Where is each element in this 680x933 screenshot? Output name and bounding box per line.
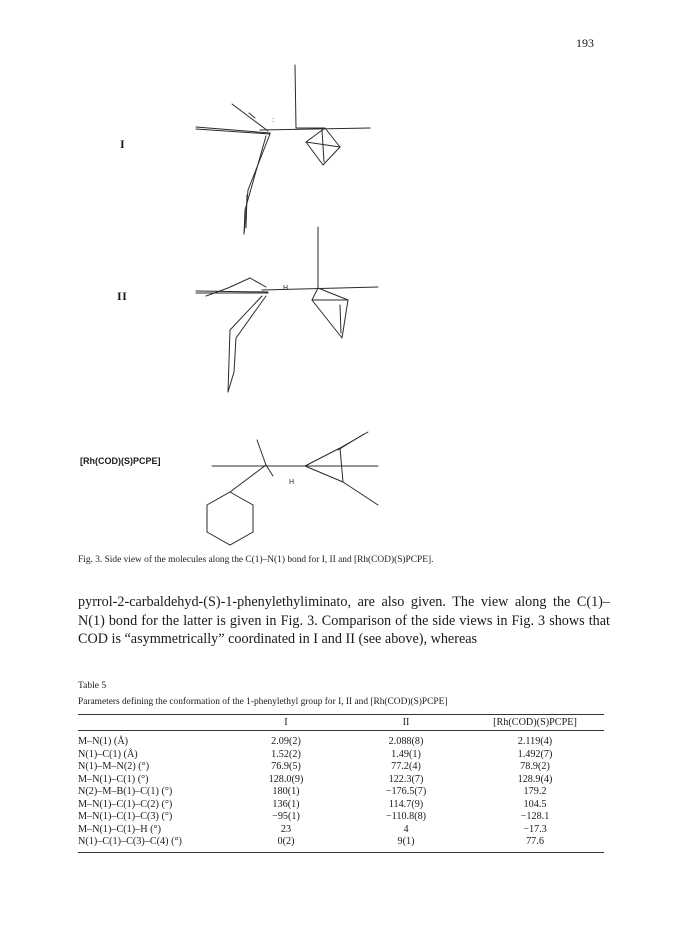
table-cell: 1.492(7) [517, 748, 553, 760]
table-title: Table 5 [78, 681, 107, 691]
table-row [78, 731, 604, 749]
table-cell: 128.9(4) [517, 773, 553, 785]
row-label: M–N(1) (Å) [78, 736, 129, 747]
table-cell: 23 [280, 823, 292, 835]
table-cell: 114.7(9) [388, 798, 424, 810]
table-cell: 179.2 [523, 786, 547, 797]
molecule-label-i: I [120, 137, 126, 151]
table-cell: 76.9(5) [271, 761, 301, 772]
table-row [78, 824, 604, 837]
page-number: 193 [576, 36, 594, 50]
table-cell: 2.088(8) [388, 736, 424, 747]
table-cell: 1.49(1) [391, 748, 421, 760]
table-caption: Parameters defining the conformation of the 1-phenylethyl group for I, II and [Rh(COD)(S)PCPE] [78, 697, 448, 707]
table-cell: −110.8(8) [385, 811, 427, 822]
table-cell: −128.1 [520, 811, 550, 822]
table-cell: 180(1) [272, 786, 300, 797]
table-row [78, 811, 604, 824]
header-cell [78, 715, 226, 731]
table-row [78, 774, 604, 787]
table-row [78, 836, 604, 852]
molecule-rh-drawing [207, 432, 378, 545]
paragraph-text: pyrrol-2-carbaldehyd-(S)-1-phenylethyliminato, are also given. The view along the C(1)–N(1) bond for the latter is given in Fig. 3. Comparison of the side views in Fig. 3 shows that COD is “asymmetrically” coordinated in I and II (see above), whereas [78, 594, 610, 647]
molecule-ii-drawing [196, 227, 378, 392]
table-cell: 1.52(2) [271, 748, 301, 760]
h-atom-label-ii: H [283, 285, 289, 292]
figure-caption: Fig. 3. Side view of the molecules along the C(1)–N(1) bond for I, II and [Rh(COD)(S)PCPE]. [78, 555, 434, 565]
table-header-row [78, 715, 604, 731]
header-cell: [Rh(COD)(S)PCPE] [466, 715, 604, 731]
row-label: M–N(1)–C(1)–C(3) (°) [78, 811, 173, 822]
header-cell: I [226, 715, 346, 731]
molecule-label-ii: II [117, 289, 128, 303]
molecule-label-rh: [Rh(COD)(S)PCPE] [80, 456, 161, 466]
table-cell: 9(1) [346, 836, 466, 852]
table-cell: 2.119(4) [517, 736, 553, 747]
row-label: M–N(1)–C(1)–H (°) [78, 823, 162, 835]
body-paragraph [78, 593, 610, 649]
table-row [78, 749, 604, 762]
h-atom-label-i: : [272, 117, 274, 124]
parameters-table [78, 714, 604, 853]
table-cell: 122.3(7) [388, 773, 424, 785]
table-cell: 77.6 [466, 836, 604, 852]
row-label: N(1)–C(1)–C(3)–C(4) (°) [78, 836, 226, 852]
table-cell: 136(1) [272, 798, 300, 810]
table-row [78, 761, 604, 774]
row-label: M–N(1)–C(1)–C(2) (°) [78, 798, 173, 810]
table-cell: 128.0(9) [268, 773, 304, 785]
row-label: M–N(1)–C(1) (°) [78, 773, 149, 785]
table-row [78, 799, 604, 812]
table-cell: 4 [403, 823, 409, 835]
header-cell: II [346, 715, 466, 731]
table-cell: 104.5 [523, 798, 547, 810]
table-cell: 0(2) [226, 836, 346, 852]
table-cell: −95(1) [272, 811, 300, 822]
row-label: N(1)–M–N(2) (°) [78, 761, 150, 772]
row-label: N(2)–M–B(1)–C(1) (°) [78, 786, 173, 797]
table-cell: 2.09(2) [271, 736, 301, 747]
table-cell: −176.5(7) [385, 786, 427, 797]
row-label: N(1)–C(1) (Å) [78, 748, 138, 760]
table-cell: −17.3 [523, 823, 547, 835]
table-cell: 78.9(2) [520, 761, 550, 772]
table-row [78, 786, 604, 799]
table-cell: 77.2(4) [391, 761, 421, 772]
h-atom-label-rh: H [289, 479, 295, 486]
molecule-i-drawing [196, 65, 370, 234]
